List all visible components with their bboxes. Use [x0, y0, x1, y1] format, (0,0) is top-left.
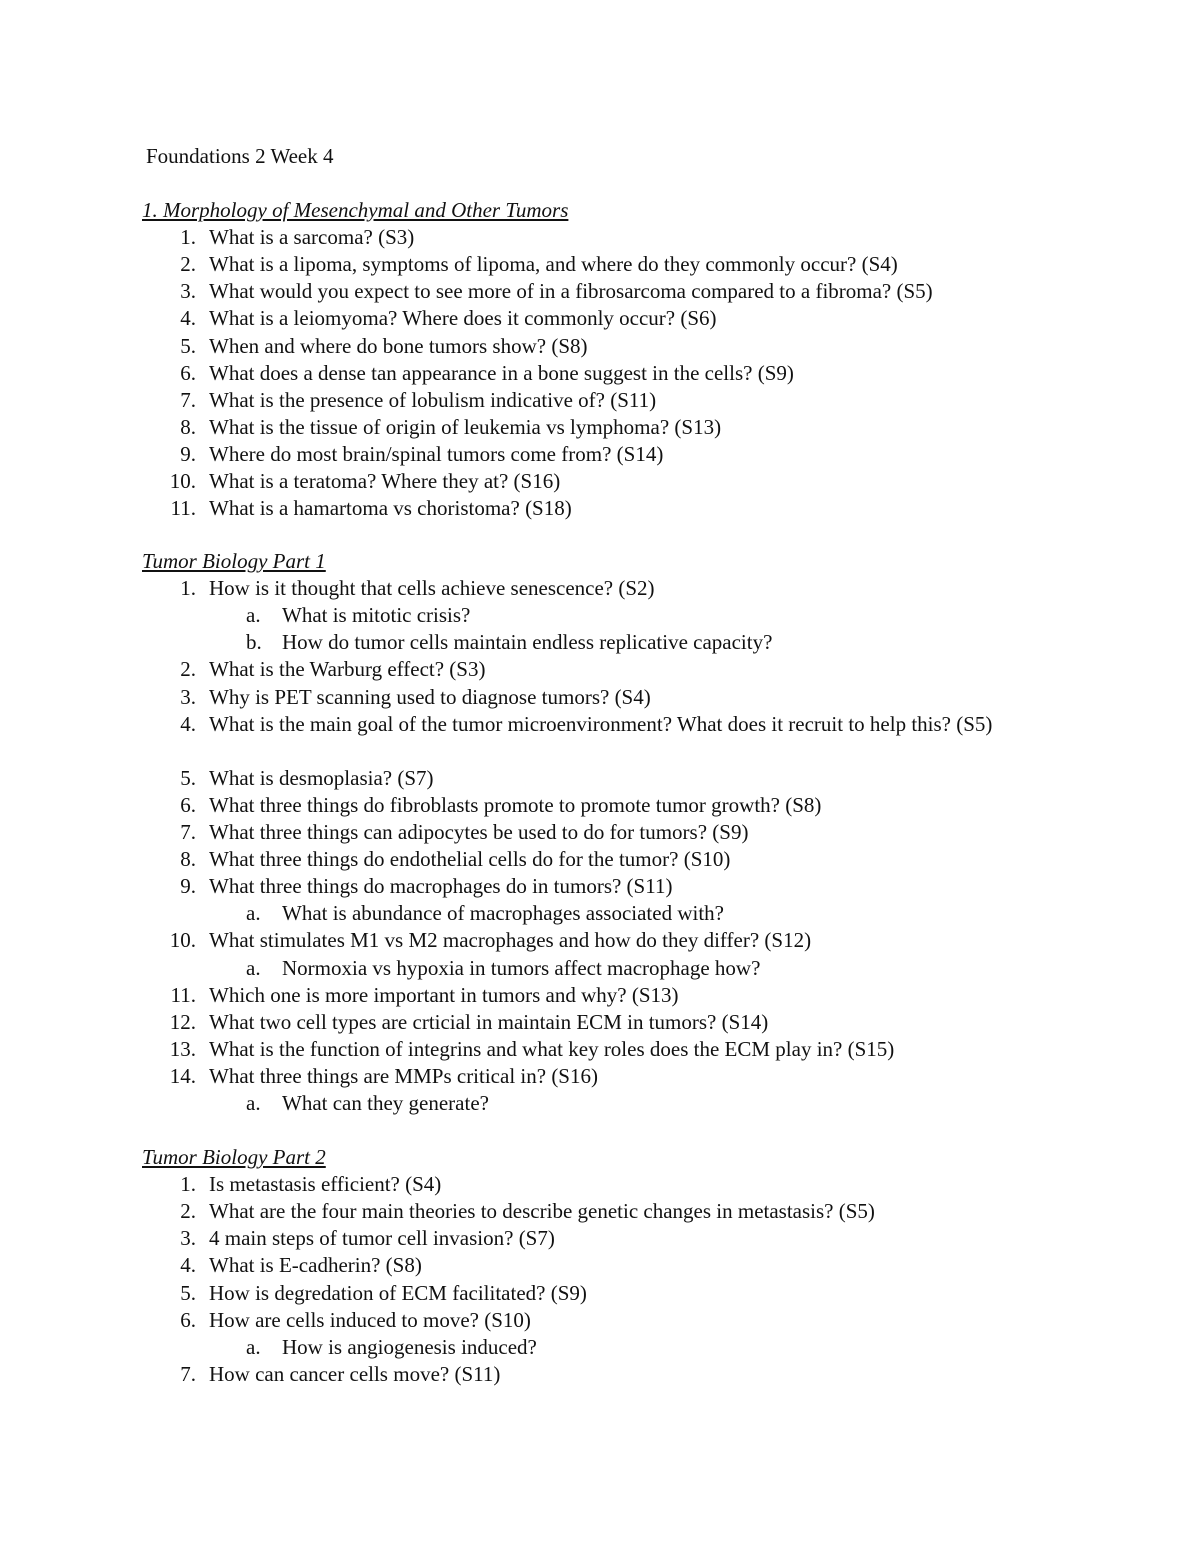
- question-text: What is a leiomyoma? Where does it commonly occur? (S6): [209, 306, 717, 331]
- question-number: 5.: [180, 333, 196, 358]
- sub-question-letter: a.: [246, 1334, 261, 1359]
- question-text: Which one is more important in tumors and why? (S13): [209, 982, 679, 1007]
- question-text: What stimulates M1 vs M2 macrophages and how do they differ? (S12): [209, 928, 812, 953]
- question-text: What is a lipoma, symptoms of lipoma, and where do they commonly occur? (S4): [209, 252, 898, 277]
- question-text: What two cell types are crticial in maintain ECM in tumors? (S14): [209, 1009, 769, 1034]
- sub-question-letter: b.: [246, 630, 262, 655]
- question-number: 5.: [180, 765, 196, 790]
- question-number: 2.: [180, 252, 196, 277]
- question-number: 1.: [180, 576, 196, 601]
- question-number: 3.: [180, 279, 196, 304]
- question-text: What three things do endothelial cells do for the tumor? (S10): [209, 847, 731, 872]
- question-text: How is it thought that cells achieve senescence? (S2): [209, 576, 655, 601]
- section-heading: Tumor Biology Part 1: [142, 549, 326, 573]
- question-number: 7.: [180, 820, 196, 844]
- document-title: Foundations 2 Week 4: [146, 144, 334, 168]
- question-number: 2.: [180, 657, 196, 682]
- question-number: 7.: [180, 387, 196, 412]
- question-text: What is the main goal of the tumor microenvironment? What does it recruit to help this? (S5): [209, 711, 993, 736]
- sub-question-text: Normoxia vs hypoxia in tumors affect macrophage how?: [282, 955, 761, 980]
- question-number: 6.: [180, 792, 196, 817]
- question-number: 3.: [180, 1226, 196, 1251]
- question-text: Where do most brain/spinal tumors come from? (S14): [209, 441, 664, 466]
- question-text: What three things are MMPs critical in? (S16): [209, 1063, 598, 1088]
- question-text: When and where do bone tumors show? (S8): [209, 333, 588, 358]
- sub-question-letter: a.: [246, 1091, 261, 1115]
- question-number: 1.: [180, 1172, 196, 1197]
- question-text: What three things do macrophages do in tumors? (S11): [209, 874, 673, 899]
- question-number: 8.: [180, 414, 196, 439]
- sub-question-letter: a.: [246, 603, 261, 628]
- question-text: What does a dense tan appearance in a bone suggest in the cells? (S9): [209, 360, 794, 385]
- sub-question-letter: a.: [246, 955, 261, 980]
- question-text: How are cells induced to move? (S10): [209, 1307, 531, 1332]
- question-number: 4.: [180, 306, 196, 331]
- question-text: 4 main steps of tumor cell invasion? (S7): [209, 1226, 555, 1251]
- question-text: What is the presence of lobulism indicative of? (S11): [209, 387, 657, 412]
- sub-question-text: What is abundance of macrophages associated with?: [282, 901, 724, 926]
- question-number: 4.: [180, 1253, 196, 1278]
- question-number: 11.: [170, 982, 196, 1007]
- sub-question-text: How do tumor cells maintain endless replicative capacity?: [282, 630, 773, 655]
- section-heading: 1. Morphology of Mesenchymal and Other Tumors: [142, 198, 569, 222]
- sub-question-text: How is angiogenesis induced?: [282, 1334, 537, 1359]
- question-number: 10.: [169, 469, 196, 493]
- question-text: How is degredation of ECM facilitated? (S9): [209, 1280, 587, 1305]
- sub-question-letter: a.: [246, 901, 261, 926]
- question-text: Why is PET scanning used to diagnose tumors? (S4): [209, 684, 651, 709]
- question-number: 6.: [180, 360, 196, 385]
- question-text: What is the tissue of origin of leukemia vs lymphoma? (S13): [209, 414, 722, 439]
- question-text: What would you expect to see more of in a fibrosarcoma compared to a fibroma? (S5): [209, 279, 933, 304]
- question-text: What is desmoplasia? (S7): [209, 765, 434, 790]
- question-text: Is metastasis efficient? (S4): [209, 1172, 442, 1197]
- question-text: What is a hamartoma vs choristoma? (S18): [209, 496, 572, 521]
- question-number: 6.: [180, 1307, 196, 1332]
- question-text: What is a teratoma? Where they at? (S16): [209, 469, 561, 493]
- question-number: 10.: [169, 928, 196, 953]
- question-text: What three things do fibroblasts promote to promote tumor growth? (S8): [209, 792, 822, 817]
- question-text: What is the Warburg effect? (S3): [209, 657, 486, 682]
- question-number: 8.: [180, 847, 196, 872]
- question-number: 13.: [169, 1036, 196, 1061]
- question-text: What are the four main theories to describe genetic changes in metastasis? (S5): [209, 1199, 875, 1224]
- question-number: 14.: [169, 1063, 196, 1088]
- question-number: 2.: [180, 1199, 196, 1224]
- question-number: 9.: [180, 874, 196, 899]
- sub-question-text: What can they generate?: [282, 1091, 489, 1115]
- question-number: 9.: [180, 441, 196, 466]
- question-number: 1.: [180, 225, 196, 250]
- question-text: What three things can adipocytes be used to do for tumors? (S9): [209, 820, 749, 844]
- section-heading: Tumor Biology Part 2: [142, 1145, 326, 1169]
- question-number: 4.: [180, 711, 196, 736]
- question-number: 5.: [180, 1280, 196, 1305]
- sub-question-text: What is mitotic crisis?: [282, 603, 471, 628]
- question-number: 11.: [170, 496, 196, 521]
- question-text: How can cancer cells move? (S11): [209, 1361, 501, 1386]
- question-number: 3.: [180, 684, 196, 709]
- question-number: 12.: [169, 1009, 196, 1034]
- question-text: What is the function of integrins and what key roles does the ECM play in? (S15): [209, 1036, 895, 1061]
- question-number: 7.: [180, 1361, 196, 1386]
- question-text: What is a sarcoma? (S3): [209, 225, 415, 250]
- question-text: What is E-cadherin? (S8): [209, 1253, 422, 1278]
